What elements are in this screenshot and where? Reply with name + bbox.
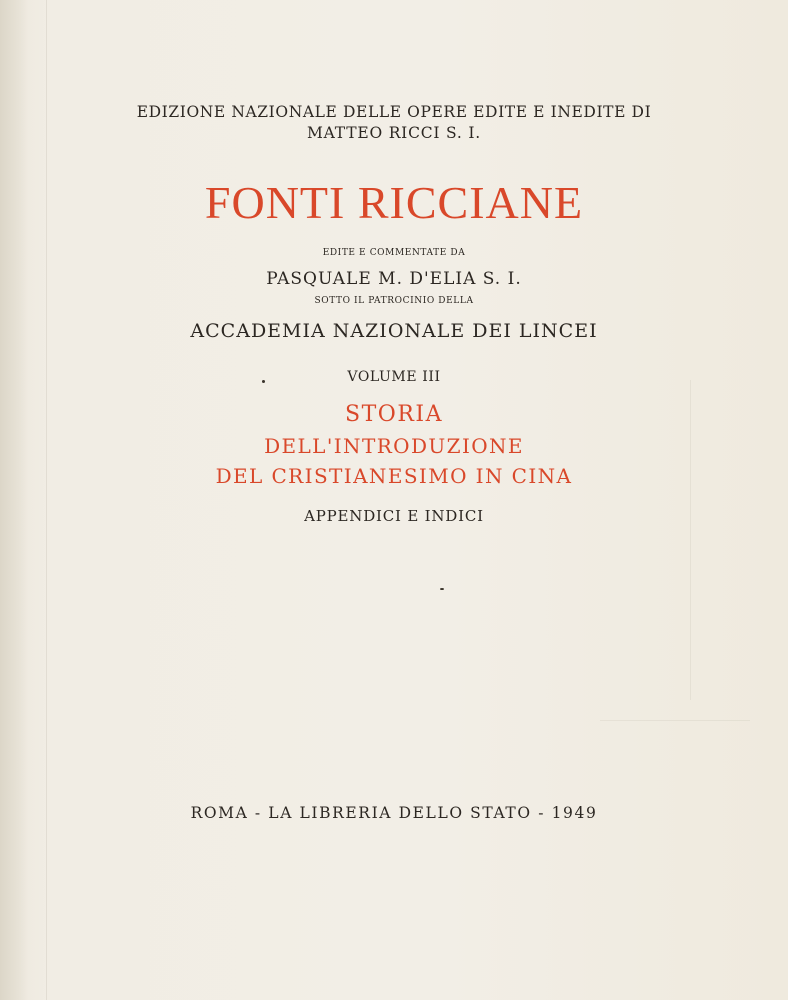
spine-shadow — [0, 0, 28, 1000]
subtitle-line-3: DEL CRISTIANESIMO IN CINA — [215, 464, 573, 488]
series-title-line-1: EDIZIONE NAZIONALE DELLE OPERE EDITE E INEDITE DI — [136, 103, 652, 121]
publisher-imprint: ROMA - LA LIBRERIA DELLO STATO - 1949 — [190, 804, 598, 822]
patronage-label: SOTTO IL PATROCINIO DELLA — [314, 296, 474, 306]
subtitle-line-1: STORIA — [345, 402, 443, 427]
academy-name: ACCADEMIA NAZIONALE DEI LINCEI — [190, 320, 598, 342]
paper-crease — [600, 720, 750, 721]
volume-number: VOLUME III — [347, 369, 441, 385]
spine-fold-line — [46, 0, 47, 1000]
book-title: FONTI RICCIANE — [204, 177, 584, 228]
ink-speck — [440, 588, 444, 590]
edited-by-label: EDITE E COMMENTATE DA — [322, 248, 466, 258]
paper-crease — [690, 380, 691, 700]
subtitle-line-2: DELL'INTRODUZIONE — [264, 434, 524, 458]
editor-name: PASQUALE M. D'ELIA S. I. — [266, 269, 522, 289]
series-title-line-2: MATTEO RICCI S. I. — [306, 124, 482, 142]
appendix-line: APPENDICI E INDICI — [304, 507, 484, 525]
